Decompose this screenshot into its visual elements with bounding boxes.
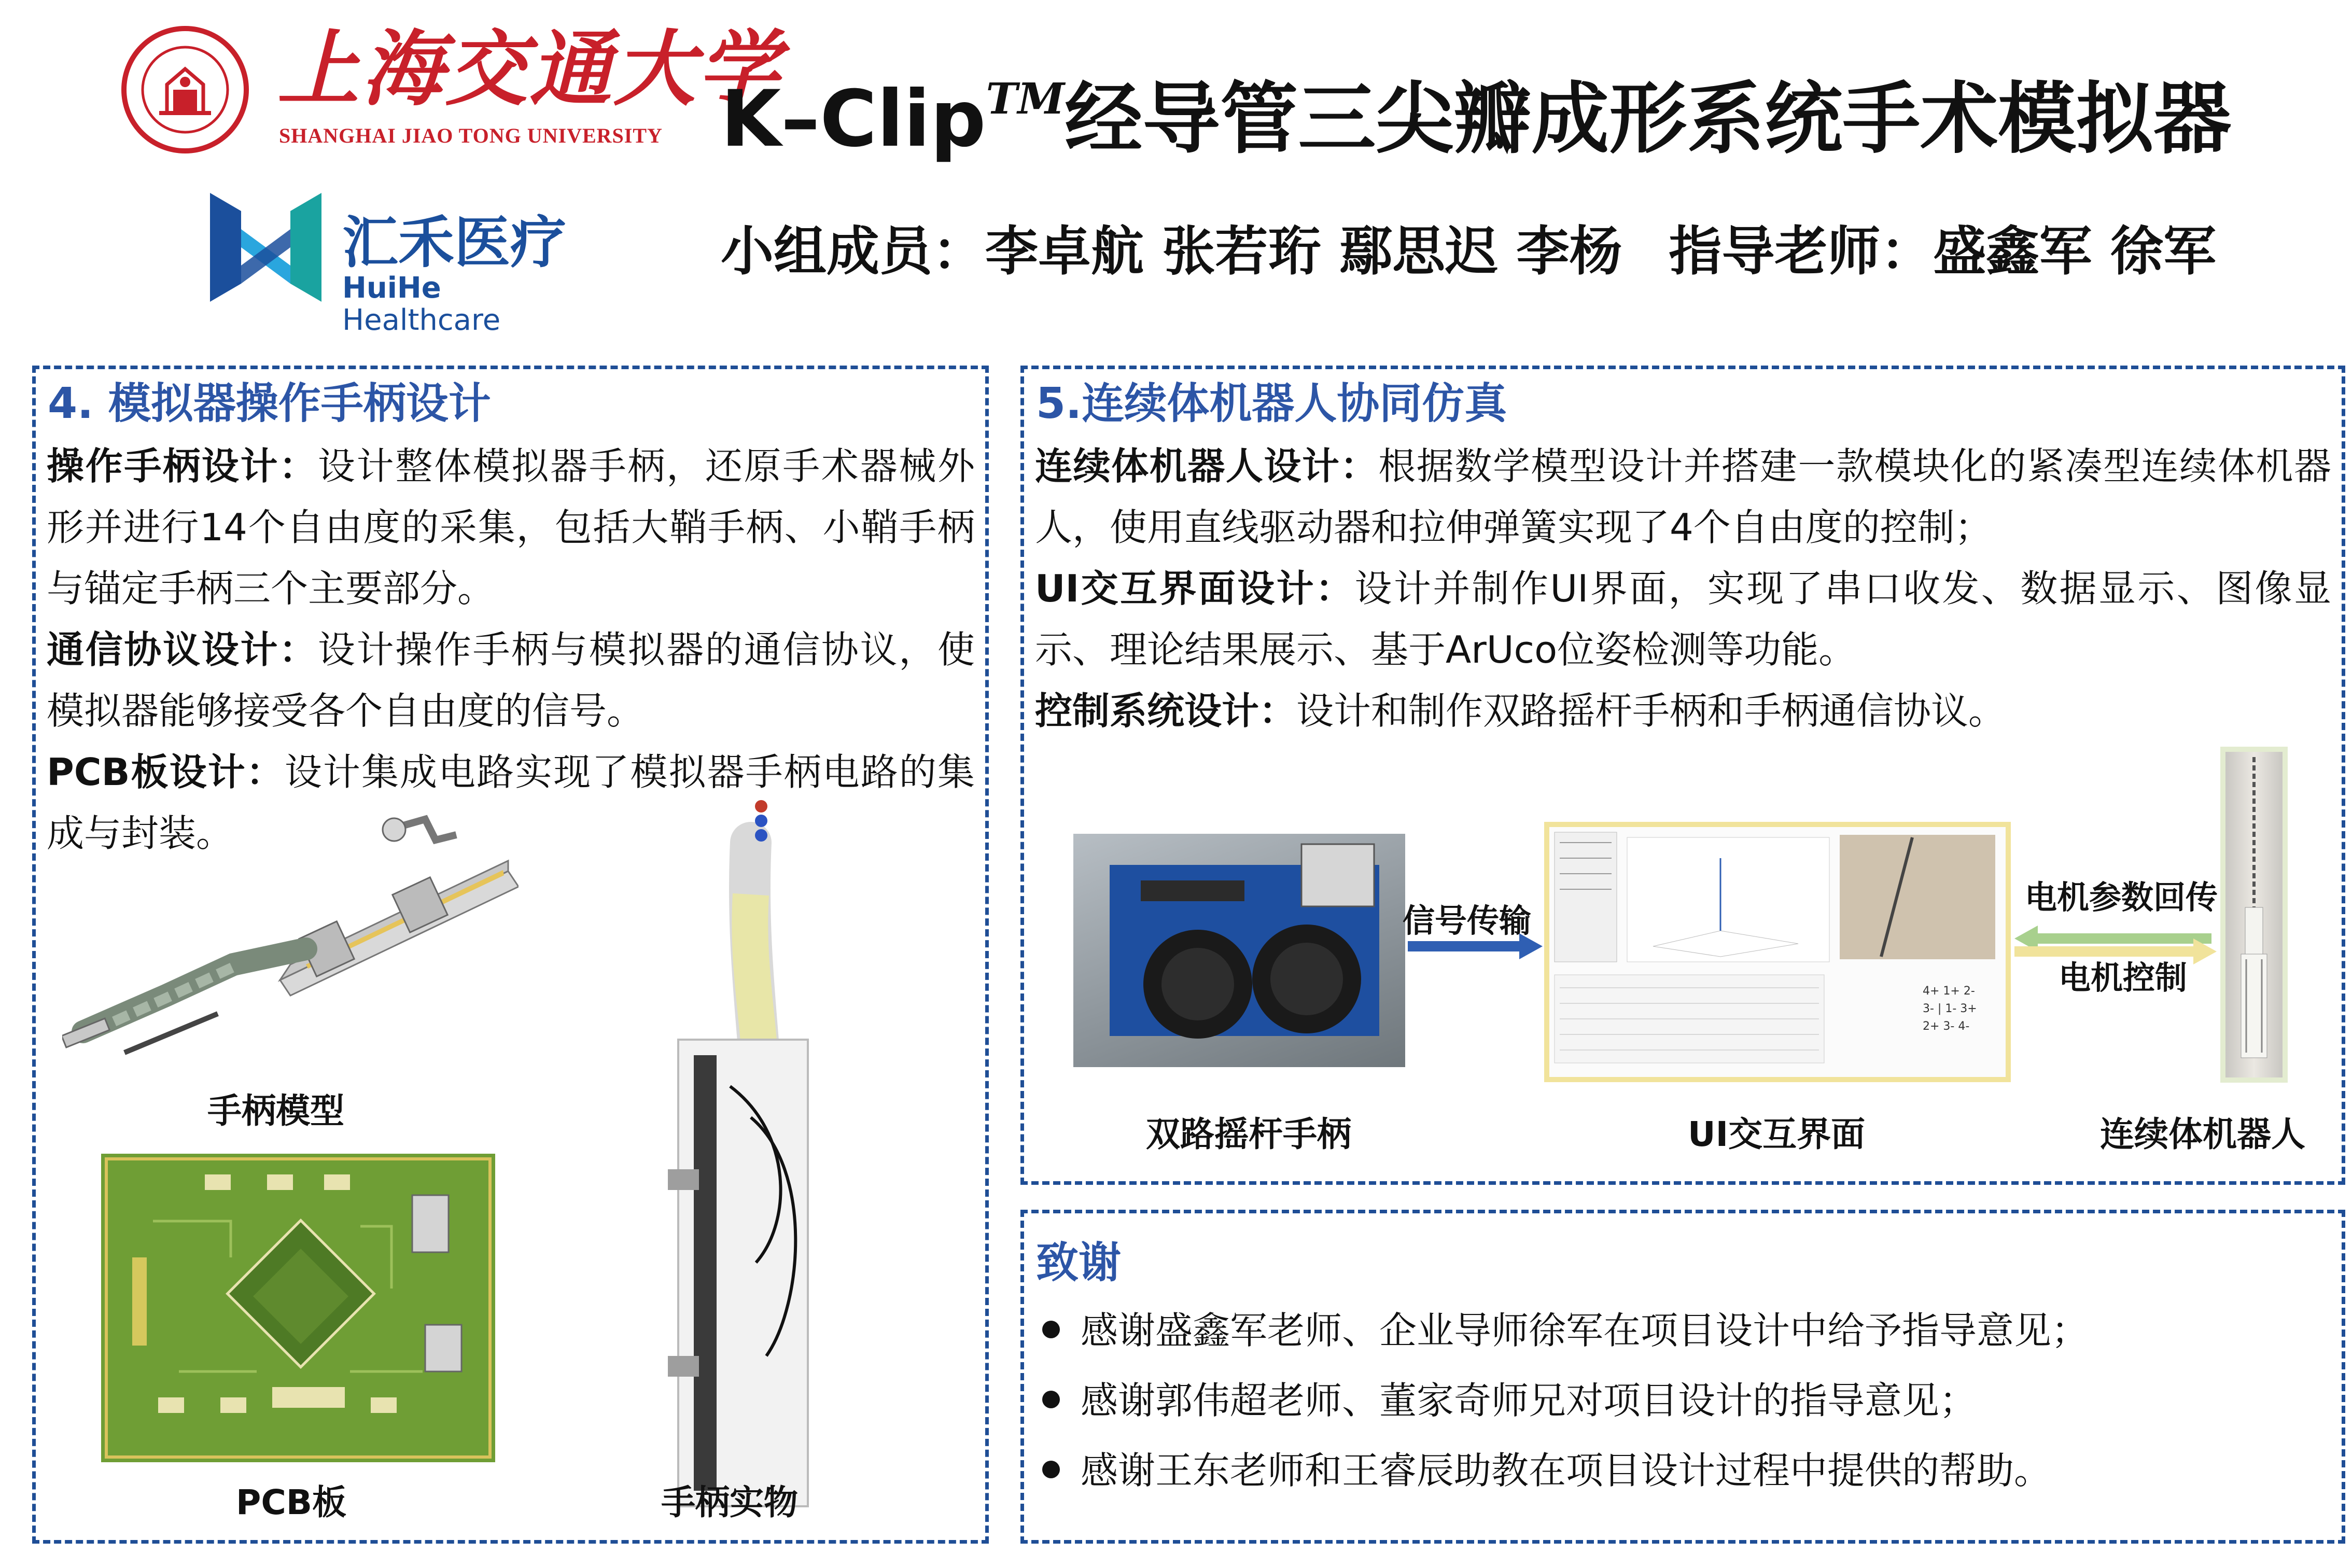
bullet-icon [1042, 1391, 1060, 1408]
ui-screenshot-image [1544, 822, 2011, 1082]
company-name-en-2: Healthcare [342, 303, 501, 337]
caption-pcb: PCB板 [236, 1482, 347, 1522]
label-motor-feedback: 电机参数回传 [2025, 878, 2218, 916]
poster-title: K–Clip™经导管三尖瓣成形系统手术模拟器 [721, 74, 2232, 164]
huihe-logo-icon [210, 193, 321, 302]
handle-model-image [62, 809, 519, 1099]
sjtu-seal-logo [120, 25, 250, 155]
caption-joystick: 双路摇杆手柄 [1146, 1114, 1351, 1154]
pcb-image [101, 1154, 495, 1462]
university-name-en: SHANGHAI JIAO TONG UNIVERSITY [279, 124, 663, 147]
ui-formula: 4+ 1+ 2- 3- | 1- 3+ 2+ 3- 4- [1923, 985, 1977, 1033]
caption-handle-real: 手柄实物 [661, 1482, 798, 1522]
joystick-image [1073, 834, 1405, 1067]
company-name-en-1: HuiHe [342, 271, 441, 305]
acknowledgement-panel [1020, 1210, 2345, 1544]
label-signal-transmission: 信号传输 [1403, 902, 1532, 940]
handle-real-image [657, 796, 823, 1511]
bullet-icon [1042, 1321, 1060, 1338]
acknowledgement-item: 感谢郭伟超老师、董家奇师兄对项目设计的指导意见； [1042, 1382, 1977, 1419]
caption-robot: 连续体机器人 [2100, 1114, 2305, 1154]
caption-ui: UI交互界面 [1688, 1114, 1866, 1154]
section5-body: 连续体机器人设计：根据数学模型设计并搭建一款模块化的紧凑型连续体机器人，使用直线驱动器和拉伸弹簧实现了4个自由度的控制； UI交互界面设计：设计并制作UI界面，实现了串口收发、数据显示、图像显示、理论结果展示、基于ArUco位姿检测等功能。 控制系统设计：设计和制作双路摇杆手柄和手柄通信协议。 [1035, 444, 2332, 733]
company-name-cn: 汇禾医疗 [342, 211, 567, 275]
section4-heading: 4. 模拟器操作手柄设计 [48, 379, 491, 428]
bullet-icon [1042, 1461, 1060, 1478]
label-motor-control: 电机控制 [2059, 959, 2188, 997]
university-name-cn: 上海交通大学 [277, 21, 781, 117]
acknowledgement-heading: 致谢 [1036, 1238, 1122, 1287]
acknowledgement-item: 感谢盛鑫军老师、企业导师徐军在项目设计中给予指导意见； [1042, 1312, 2089, 1349]
team-line: 小组成员：李卓航 张若珩 鄢思迟 李杨 指导老师：盛鑫军 徐军 [721, 221, 2217, 283]
caption-handle-model: 手柄模型 [207, 1091, 344, 1131]
section4-body: 操作手柄设计：设计整体模拟器手柄，还原手术器械外形并进行14个自由度的采集，包括大鞘手柄、小鞘手柄与锚定手柄三个主要部分。 通信协议设计：设计操作手柄与模拟器的通信协议，使模拟器能够接受各个自由度的信号。 PCB板设计：设计集成电路实现了模拟器手柄电路的集成与封装。 [47, 444, 975, 855]
section5-heading: 5.连续体机器人协同仿真 [1036, 379, 1507, 428]
continuum-robot-image [2220, 747, 2288, 1083]
acknowledgement-item: 感谢王东老师和王睿辰助教在项目设计过程中提供的帮助。 [1042, 1452, 2051, 1489]
